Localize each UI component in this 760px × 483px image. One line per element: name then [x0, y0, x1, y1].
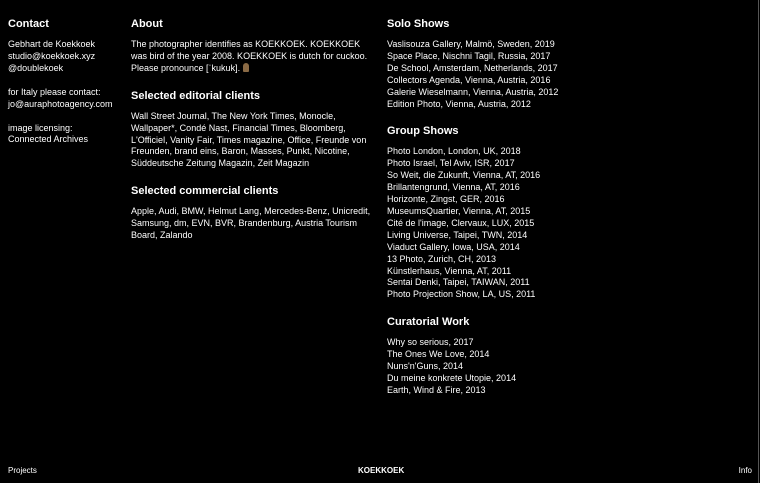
contact-column	[8, 18, 123, 146]
info-link[interactable]: Info	[738, 466, 752, 475]
list-item: The Ones We Love, 2014	[387, 349, 490, 360]
exhibitions-column	[387, 18, 637, 412]
list-item: Viaduct Gallery, Iowa, USA, 2014	[387, 241, 520, 252]
list-item: Vaslisouza Gallery, Malmö, Sweden, 2019	[387, 39, 555, 49]
group-heading: Group Shows	[387, 125, 459, 138]
brand-logo-link[interactable]: KOEKKOEK	[358, 466, 405, 475]
list-item: Photo Projection Show, LA, US, 2011	[387, 289, 536, 300]
list-item: Photo London, London, UK, 2018	[387, 146, 521, 157]
italy-email-link[interactable]: jo@auraphotoagency.com	[8, 98, 113, 109]
about-text: The photographer identifies as KOEKKOEK. KOEKKOEK was bird of the year 2008. KOEKKOEK is dutch for cuckoo. Please pronounce [ˈkukuk].	[131, 39, 368, 73]
list-item: Du meine konkrete Utopie, 2014	[387, 372, 517, 383]
curatorial-list	[387, 337, 637, 397]
solo-heading: Solo Shows	[387, 18, 450, 30]
list-item: Living Universe, Taipei, TWN, 2014	[387, 229, 528, 240]
list-item: MuseumsQuartier, Vienna, AT, 2015	[387, 205, 531, 216]
list-item: Edition Photo, Vienna, Austria, 2012	[387, 98, 531, 109]
italy-label: for Italy please contact:	[8, 86, 101, 97]
list-item: So Weit, die Zukunft, Vienna, AT, 2016	[387, 170, 541, 181]
licensing-link[interactable]: Connected Archives	[8, 134, 89, 145]
about-column	[131, 18, 371, 257]
list-item: Brillantengrund, Vienna, AT, 2016	[387, 182, 520, 193]
projects-link[interactable]: Projects	[8, 466, 37, 475]
list-item: Why so serious, 2017	[387, 337, 474, 348]
licensing-label: image licensing:	[8, 122, 73, 133]
list-item: Horizonte, Zingst, GER, 2016	[387, 194, 505, 205]
list-item: Space Place, Nischni Tagil, Russia, 2017	[387, 50, 551, 61]
commercial-clients: Apple, Audi, BMW, Helmut Lang, Mercedes-Benz, Unicredit, Samsung, dm, EVN, BVR, Brandenburg, Austria Tourism Board, Zalando	[131, 206, 371, 241]
contact-name: Gebhart de Koekkoek	[8, 39, 96, 49]
cuckoo-bird-icon	[243, 63, 249, 72]
contact-handle-link[interactable]: @doublekoek	[8, 62, 64, 73]
list-item: Cité de l'image, Clervaux, LUX, 2015	[387, 217, 535, 228]
editorial-heading: Selected editorial clients	[131, 89, 260, 102]
contact-heading: Contact	[8, 18, 49, 30]
editorial-clients: Wall Street Journal, The New York Times, Monocle, Wallpaper*, Condé Nast, Financial Times, Bloomberg, L'Officiel, Vanity Fair, Times magazine, Office, Freunde von Freunden, brand eins, Baron, Masses, Punkt, Nicotine, Süddeutsche Zeitung Magazin, Zeit Magazin	[131, 110, 367, 169]
solo-list	[387, 39, 637, 110]
about-heading: About	[131, 18, 163, 30]
list-item: De School, Amsterdam, Netherlands, 2017	[387, 62, 558, 73]
list-item: Sentai Denki, Taipei, TAIWAN, 2011	[387, 277, 530, 288]
list-item: 13 Photo, Zurich, CH, 2013	[387, 253, 497, 264]
list-item: Künstlerhaus, Vienna, AT, 2011	[387, 265, 512, 276]
list-item: Earth, Wind & Fire, 2013	[387, 384, 486, 395]
group-list	[387, 146, 637, 301]
list-item: Collectors Agenda, Vienna, Austria, 2016	[387, 74, 551, 85]
curatorial-heading: Curatorial Work	[387, 316, 470, 329]
list-item: Photo Israel, Tel Aviv, ISR, 2017	[387, 158, 515, 169]
contact-email-link[interactable]: studio@koekkoek.xyz	[8, 50, 96, 61]
commercial-heading: Selected commercial clients	[131, 185, 279, 198]
scrollbar[interactable]	[758, 0, 759, 483]
list-item: Nuns'n'Guns, 2014	[387, 361, 463, 372]
list-item: Galerie Wieselmann, Vienna, Austria, 2012	[387, 86, 559, 97]
